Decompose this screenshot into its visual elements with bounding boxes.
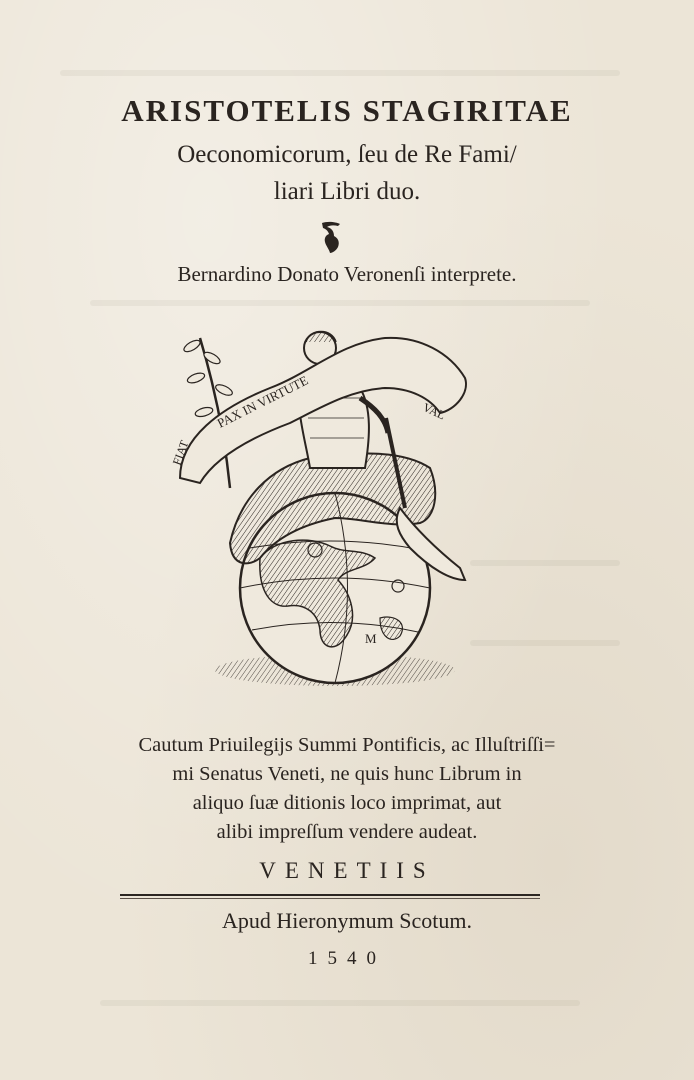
show-through	[100, 1000, 580, 1006]
fortune-on-globe-woodcut	[160, 318, 490, 698]
device-motto-left: FIAT	[169, 438, 192, 468]
svg-text:M: M	[365, 631, 377, 646]
title-line-2: Oeconomicorum, ſeu de Re Fami/	[177, 141, 517, 168]
device-motto: PAX IN VIRTUTE	[214, 372, 311, 431]
privilege-line-2: mi Senatus Veneti, ne quis hunc Librum in	[172, 763, 522, 785]
imprint-rule-inner	[120, 898, 540, 899]
privilege-line-4: alibi impreſſum vendere audeat.	[216, 821, 478, 843]
show-through	[60, 70, 620, 76]
show-through	[470, 560, 620, 566]
device-motto-right: VAL	[420, 400, 448, 423]
interpreter-line: Bernardino Donato Veronenſi interprete.	[177, 262, 517, 286]
publication-year: 1540	[308, 948, 386, 969]
privilege-line-1: Cautum Priuilegijs Summi Pontificis, ac Illuſtriſſi=	[138, 734, 556, 756]
title-line-1: ARISTOTELIS STAGIRITAE	[121, 93, 573, 128]
place-of-printing: VENETIIS	[259, 858, 435, 883]
privilege-line-3: aliquo ſuæ ditionis loco imprimat, aut	[192, 792, 502, 814]
printer-imprint: Apud Hieronymum Scotum.	[222, 908, 472, 933]
hedera-leaf-icon	[318, 220, 344, 254]
imprint-rule	[120, 894, 540, 896]
show-through	[470, 640, 620, 646]
show-through	[90, 300, 590, 306]
title-line-3: liari Libri duo.	[273, 178, 421, 205]
